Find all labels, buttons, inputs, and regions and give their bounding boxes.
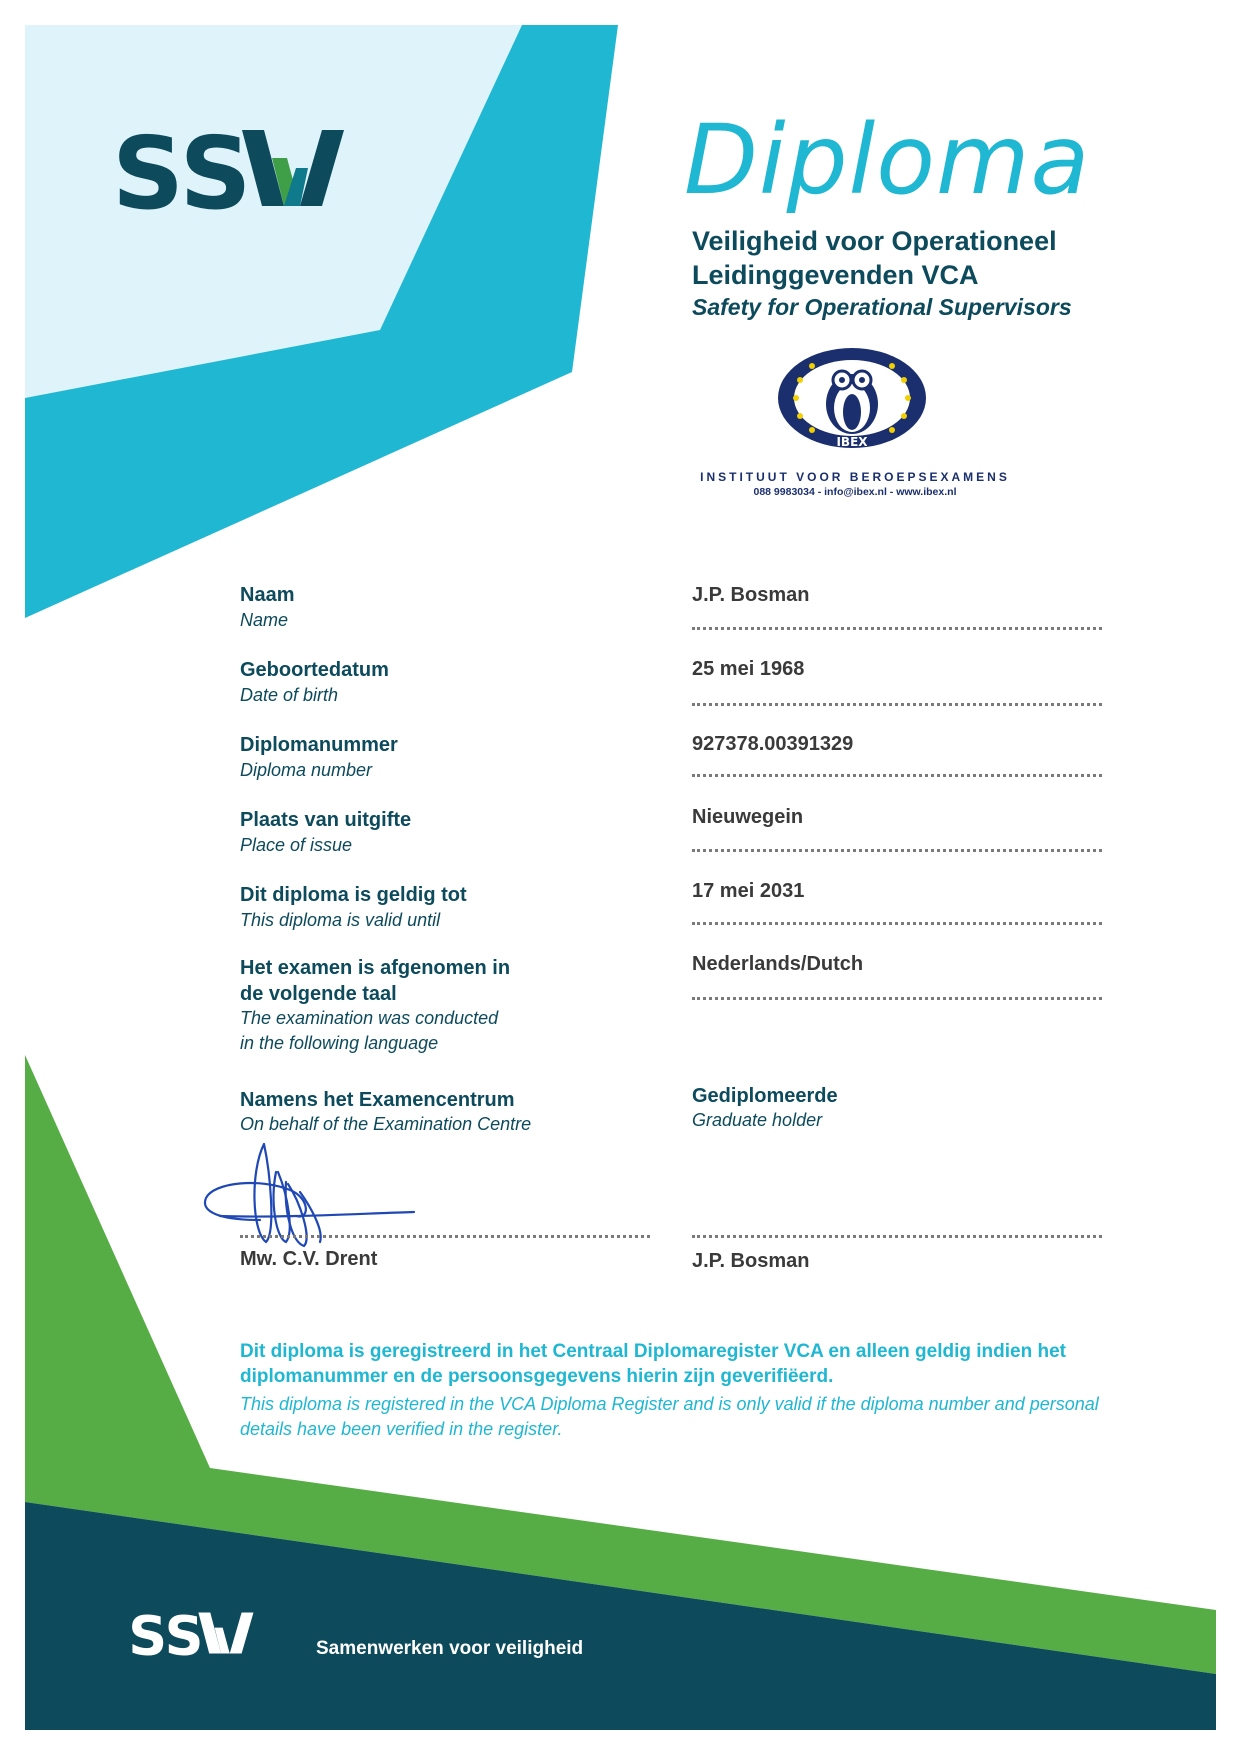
- field-label-name-nl: Naam: [240, 584, 295, 606]
- signature-right-label-en: Graduate holder: [692, 1110, 823, 1130]
- field-label-language-nl-1: Het examen is afgenomen in: [240, 957, 511, 979]
- page-title: Diploma: [684, 104, 1091, 216]
- field-label-language-nl-2: de volgende taal: [240, 983, 397, 1005]
- signature-left-label-en: On behalf of the Examination Centre: [240, 1114, 532, 1134]
- ibex-seal-label: IBEX: [836, 435, 868, 449]
- field-label-diploma-number-nl: Diplomanummer: [240, 734, 398, 756]
- field-label-language-en-1: The examination was conducted: [240, 1008, 499, 1028]
- dotted-line: [692, 922, 1102, 925]
- field-value-valid-until: 17 mei 2031: [692, 880, 805, 902]
- ssvv-logo: [112, 118, 352, 218]
- signature-left-label-nl: Namens het Examencentrum: [240, 1089, 515, 1111]
- footer-tagline: Samenwerken voor veiligheid: [316, 1638, 584, 1659]
- dotted-line: [692, 997, 1102, 1000]
- field-label-language-en-2: in the following language: [240, 1033, 439, 1053]
- signature-right-signer: J.P. Bosman: [692, 1250, 810, 1272]
- field-label-valid-until-en: This diploma is valid until: [240, 910, 441, 930]
- dotted-line: [692, 849, 1102, 852]
- field-label-dob-en: Date of birth: [240, 685, 339, 705]
- field-label-place-nl: Plaats van uitgifte: [240, 809, 412, 831]
- course-title-en: Safety for Operational Supervisors: [692, 294, 1072, 320]
- registration-notice-en: This diploma is registered in the VCA Diploma Register and is only valid if the diploma number and personal details have been verified in the register.: [240, 1394, 1099, 1439]
- ibex-institute-name: INSTITUUT VOOR BEROEPSEXAMENS: [700, 470, 1010, 484]
- svg-text:SS: SS: [128, 1606, 204, 1660]
- field-value-name: J.P. Bosman: [692, 584, 810, 606]
- field-value-place: Nieuwegein: [692, 806, 804, 828]
- signature-left-signer: Mw. C.V. Drent: [240, 1248, 378, 1270]
- ibex-contact-line: 088 9983034 - info@ibex.nl - www.ibex.nl: [753, 486, 957, 498]
- signature-right-line: [692, 1235, 1102, 1238]
- field-label-valid-until-nl: Dit diploma is geldig tot: [240, 884, 467, 906]
- dotted-line: [692, 703, 1102, 706]
- field-label-place-en: Place of issue: [240, 835, 353, 855]
- field-label-dob-nl: Geboortedatum: [240, 659, 389, 681]
- footer-ssvv-logo: [128, 1606, 258, 1660]
- signature-left-line: [240, 1235, 650, 1238]
- field-value-dob: 25 mei 1968: [692, 658, 805, 680]
- dotted-line: [692, 774, 1102, 777]
- logo-letters-ss: SS: [112, 118, 252, 218]
- field-label-diploma-number-en: Diploma number: [240, 760, 373, 780]
- course-title-nl: Veiligheid voor Operationeel Leidinggevenden VCA: [692, 226, 1057, 290]
- dotted-line: [692, 627, 1102, 630]
- field-value-diploma-number: 927378.00391329: [692, 733, 854, 755]
- field-label-name-en: Name: [240, 610, 289, 630]
- field-value-language: Nederlands/Dutch: [692, 953, 864, 975]
- ibex-seal-icon: [776, 346, 928, 454]
- signature-right-label-nl: Gediplomeerde: [692, 1085, 838, 1107]
- registration-notice-nl: Dit diploma is geregistreerd in het Centraal Diplomaregister VCA en alleen geldig indien het diplomanummer en de persoonsgegevens hierin zijn geverifiëerd.: [240, 1341, 1066, 1387]
